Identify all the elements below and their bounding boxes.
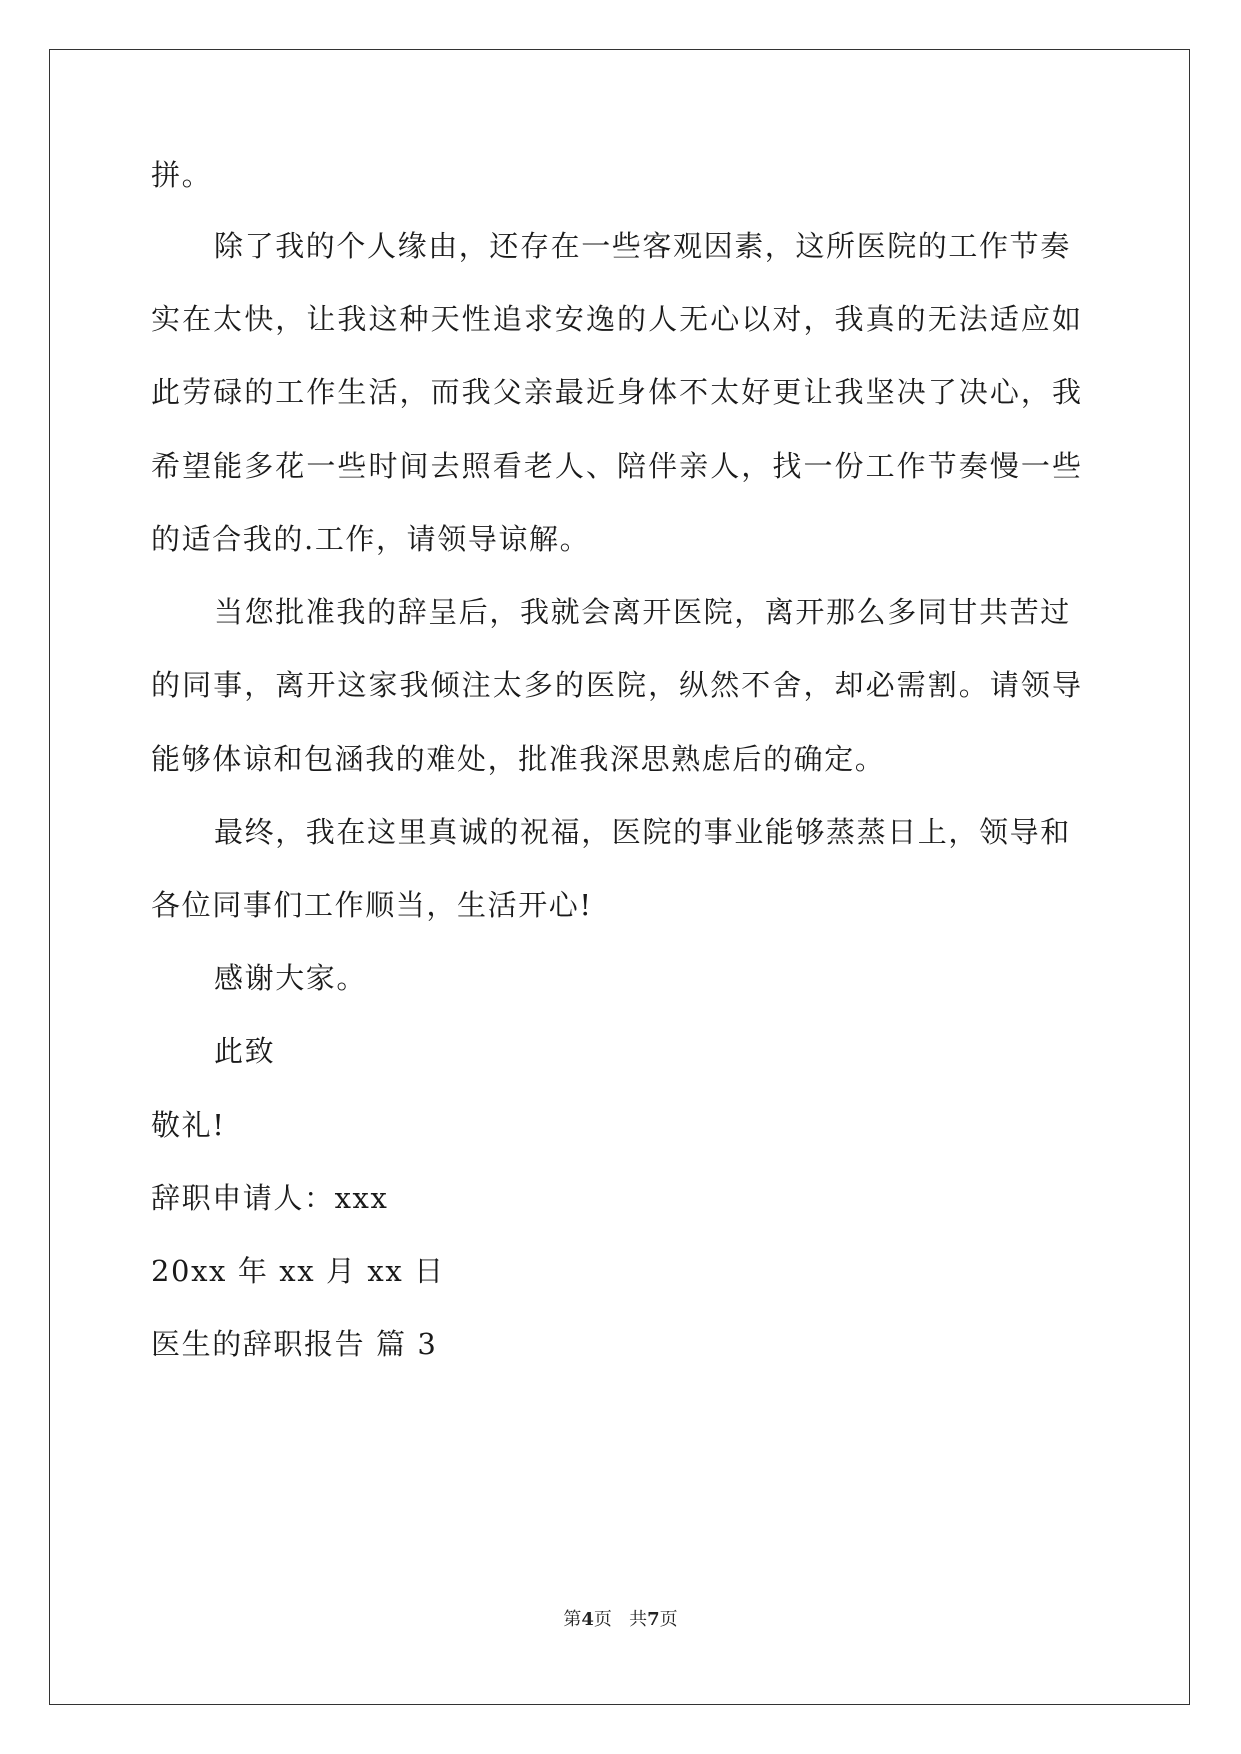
paragraph-line: 除了我的个人缘由，还存在一些客观因素，这所医院的工作节奏 <box>214 229 1071 263</box>
closing-line: 此致 <box>214 1034 276 1068</box>
paragraph-line: 最终，我在这里真诚的祝福，医院的事业能够蒸蒸日上，领导和 <box>214 815 1071 849</box>
paragraph-line: 希望能多花一些时间去照看老人、陪伴亲人，找一份工作节奏慢一些 <box>151 449 1081 483</box>
footer-total-prefix: 共 <box>629 1609 648 1630</box>
paragraph-line: 实在太快，让我这种天性追求安逸的人无心以对，我真的无法适应如 <box>151 302 1081 336</box>
body-line: 拼。 <box>151 158 213 192</box>
current-page-number: 4 <box>581 1609 594 1630</box>
paragraph-line: 的同事，离开这家我倾注太多的医院，纵然不舍，却必需割。请领导 <box>151 668 1081 702</box>
paragraph-line: 当您批准我的辞呈后，我就会离开医院，离开那么多同甘共苦过 <box>214 595 1071 629</box>
date-line: 20xx 年 xx 月 xx 日 <box>151 1254 445 1288</box>
section-heading: 医生的辞职报告 篇 3 <box>151 1327 438 1361</box>
paragraph-line: 各位同事们工作顺当，生活开心! <box>151 888 593 922</box>
salutation-line: 敬礼! <box>151 1108 226 1142</box>
paragraph-line: 此劳碌的工作生活，而我父亲最近身体不太好更让我坚决了决心，我 <box>151 375 1081 409</box>
footer-page-unit: 页 <box>593 1609 612 1630</box>
thanks-line: 感谢大家。 <box>214 961 368 995</box>
paragraph-line: 能够体谅和包涵我的难处，批准我深思熟虑后的确定。 <box>151 742 886 776</box>
page-footer <box>0 1608 1241 1632</box>
footer-prefix: 第 <box>563 1609 582 1630</box>
total-pages-number: 7 <box>647 1609 660 1630</box>
applicant-line: 辞职申请人：xxx <box>151 1181 389 1215</box>
page-border <box>49 49 1190 1705</box>
paragraph-line: 的适合我的.工作，请领导谅解。 <box>151 522 591 556</box>
footer-total-unit: 页 <box>659 1609 678 1630</box>
